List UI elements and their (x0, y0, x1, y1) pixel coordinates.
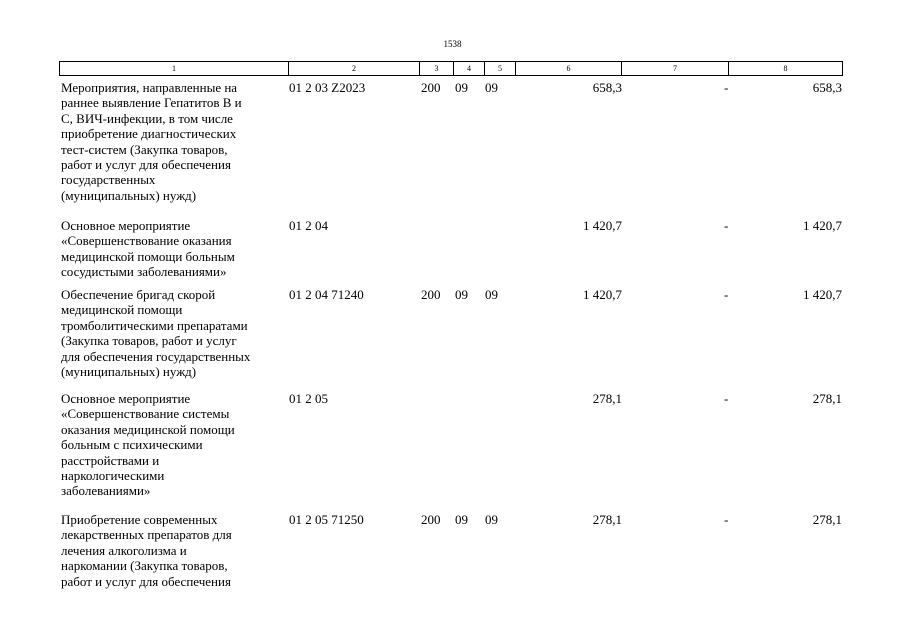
column-header-3: 3 (420, 62, 454, 76)
row-vr: 200 (421, 287, 441, 302)
column-header-4: 4 (454, 62, 485, 76)
row-sum-federal: - (724, 512, 729, 527)
row-name: Основное мероприятие «Совершенствование оказания медицинской помощи больным сосудистыми заболеваниями» (61, 218, 235, 280)
row-sum-federal: - (724, 287, 729, 302)
row-code: 01 2 05 71250 (289, 512, 364, 527)
column-header-table (59, 61, 843, 76)
row-sum-total: 658,3 (592, 80, 622, 95)
row-sum-total: 278,1 (592, 391, 622, 406)
row-pr: 09 (485, 80, 498, 95)
row-name: Приобретение современных лекарственных препаратов для лечения алкоголизма и наркомании (Закупка товаров, работ и услуг для обеспечения (61, 512, 232, 589)
row-sum-federal: - (724, 80, 729, 95)
row-code: 01 2 04 (289, 218, 328, 233)
row-name: Обеспечение бригад скорой медицинской помощи тромболитическими препаратами (Закупка товаров, работ и услуг для обеспечения государственных (муниципальных) нужд) (61, 287, 251, 380)
row-code: 01 2 04 71240 (289, 287, 364, 302)
row-pr: 09 (485, 287, 498, 302)
row-sum-federal: - (724, 218, 729, 233)
row-vr: 200 (421, 512, 441, 527)
row-name: Основное мероприятие «Совершенствование системы оказания медицинской помощи больным с психическими расстройствами и наркологическими заболеваниями» (61, 391, 235, 499)
row-sum-federal: - (724, 391, 729, 406)
row-vr: 200 (421, 80, 441, 95)
column-header-6: 6 (516, 62, 622, 76)
page-number: 1538 (443, 39, 462, 49)
row-sum-total: 1 420,7 (583, 287, 622, 302)
row-sum-regional: 278,1 (812, 512, 842, 527)
row-rz: 09 (455, 80, 468, 95)
row-code: 01 2 03 Z2023 (289, 80, 366, 95)
row-rz: 09 (455, 287, 468, 302)
row-sum-regional: 1 420,7 (803, 287, 842, 302)
column-header-8: 8 (729, 62, 843, 76)
column-header-1: 1 (60, 62, 289, 76)
column-header-5: 5 (485, 62, 516, 76)
column-header-2: 2 (289, 62, 420, 76)
row-sum-total: 278,1 (592, 512, 622, 527)
row-sum-total: 1 420,7 (583, 218, 622, 233)
row-name: Мероприятия, направленные на раннее выявление Гепатитов В и С, ВИЧ-инфекции, в том числе приобретение диагностических тест-систем (Закупка товаров, работ и услуг для обеспечения государственных (муниципальных) нужд) (61, 80, 242, 203)
row-code: 01 2 05 (289, 391, 328, 406)
row-sum-regional: 1 420,7 (803, 218, 842, 233)
row-pr: 09 (485, 512, 498, 527)
column-header-7: 7 (622, 62, 729, 76)
row-sum-regional: 278,1 (812, 391, 842, 406)
row-rz: 09 (455, 512, 468, 527)
row-sum-regional: 658,3 (812, 80, 842, 95)
